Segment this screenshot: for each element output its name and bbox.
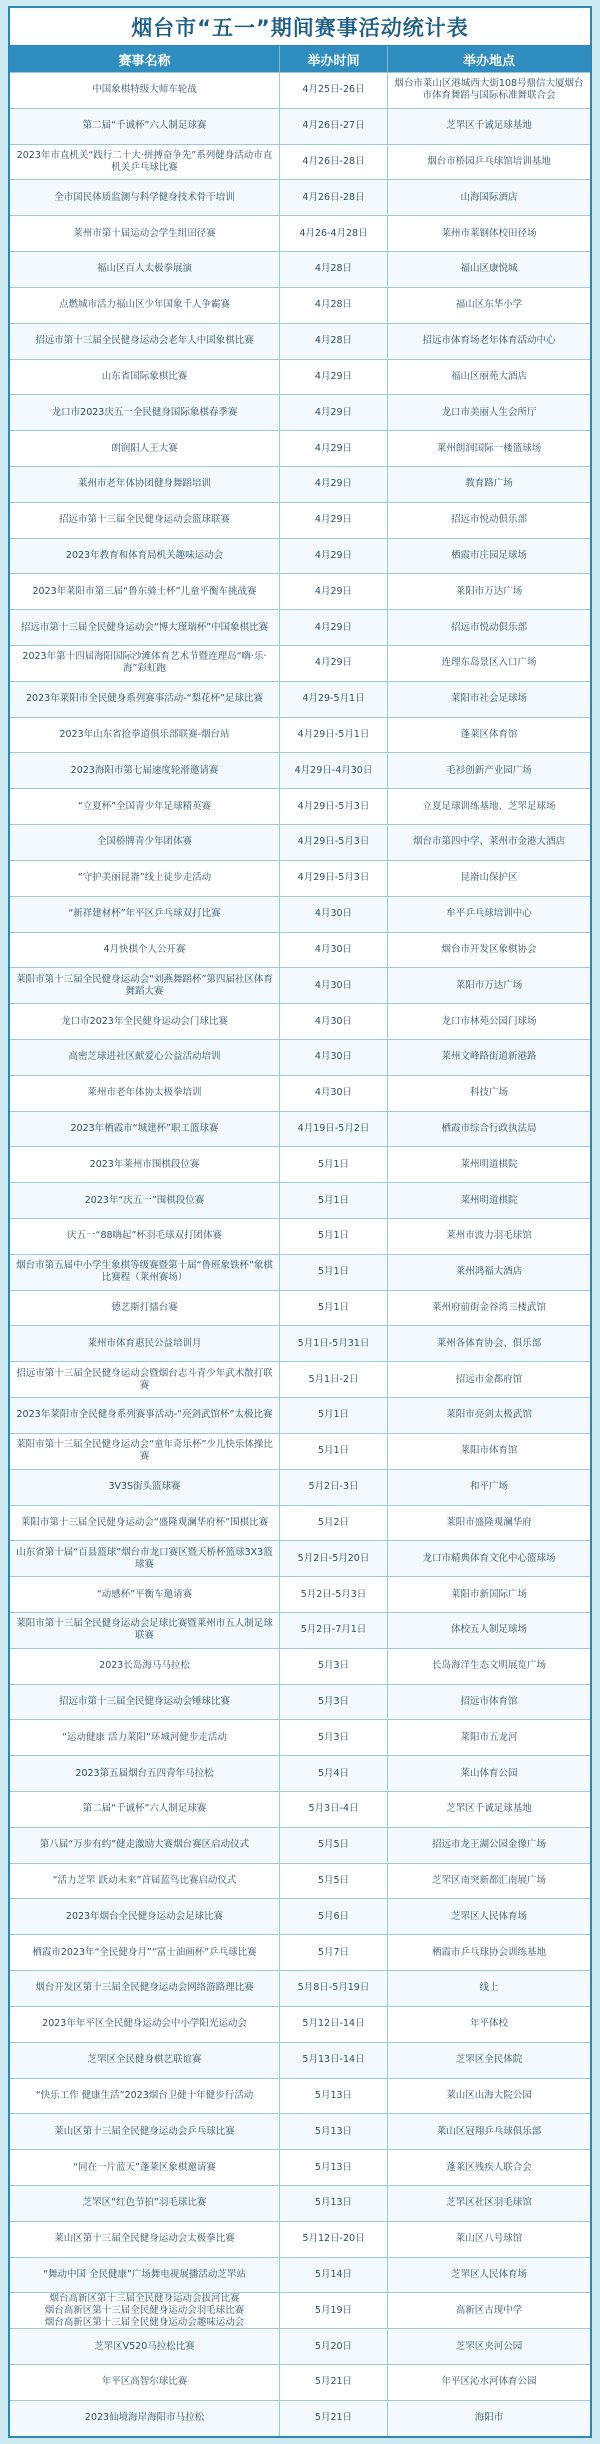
event-time-cell: 4月29日 (280, 539, 388, 574)
table-row (10, 179, 590, 215)
table-row (10, 144, 590, 180)
event-name-cell: 龙口市2023年全民健身运动会门球比赛 (10, 1004, 280, 1039)
table-row (10, 215, 590, 251)
event-name-cell: 第二届“千诚杯”六人制足球赛 (10, 109, 280, 144)
event-location-cell: 莱州明道棋院 (460, 1194, 518, 1206)
event-location-cell: 莱州文峰路街道新港路 (441, 1051, 537, 1063)
table-row (10, 860, 590, 896)
event-time-cell: 5月3日 (280, 1685, 388, 1720)
event-time-cell: 4月29日 (280, 360, 388, 395)
table-row (10, 2257, 590, 2293)
event-time-cell: 5月5日 (280, 1864, 388, 1899)
event-time-cell: 4月28日 (280, 288, 388, 323)
event-location-cell: 莱州各体育协会、俱乐部 (436, 1337, 542, 1349)
event-location-cell: 莱州市莱钢体校田径场 (441, 227, 537, 239)
event-time-cell: 5月21日 (280, 2365, 388, 2400)
event-name-cell: 2023海阳市第七届速度轮滑邀请赛 (10, 753, 280, 788)
event-location-cell: 年平体校 (469, 2018, 508, 2030)
event-name-cell: 招远市第十三届全民健身运动会“博大瑾瑞杯”中国象棋比赛 (10, 610, 280, 645)
event-name-cell: “动感杯”平衡车邀请赛 (10, 1577, 280, 1612)
event-location-cell: 芝罘区人民体育场 (450, 1910, 527, 1922)
event-location-cell: 莱阳市体育馆 (460, 1445, 518, 1457)
table-row (10, 538, 590, 574)
event-name-cell: 庆五一“88嗨起”杯羽毛球双打团体赛 (10, 1219, 280, 1254)
event-location-cell: 芝罘区夹河公园 (455, 2340, 523, 2352)
event-time-cell: 5月13日-14日 (280, 2043, 388, 2078)
event-name-cell: 福山区百人太极拳展演 (10, 252, 280, 287)
table-title: 烟台市“五一”期间赛事活动统计表 (10, 8, 590, 46)
event-time-cell: 5月2日-5月20日 (280, 1541, 388, 1576)
event-location-cell: 昆嵛山保护区 (460, 872, 518, 884)
event-name-cell: 莱阳市第十三届全民健身运动会“刘燕舞蹈杯”第四届社区体育舞蹈大赛 (10, 968, 280, 1003)
event-location-cell: 和平广场 (469, 1481, 508, 1493)
event-time-cell: 5月1日 (280, 1147, 388, 1182)
table-header-row (10, 46, 590, 72)
header-event-location: 举办地点 (462, 53, 515, 69)
table-row (10, 1039, 590, 1075)
event-location-cell: 莱阳市新国际广场 (450, 1588, 527, 1600)
event-location-cell: 招远市金都府馆 (455, 1373, 523, 1385)
event-time-cell: 4月29日 (280, 467, 388, 502)
event-time-cell: 5月8日-5月19日 (280, 1971, 388, 2006)
event-name-cell: 2023年莱州市围棋段位赛 (10, 1147, 280, 1182)
event-time-cell: 4月29日-5月1日 (280, 718, 388, 753)
table-row (10, 1934, 590, 1970)
event-time-cell: 4月29日 (280, 574, 388, 609)
event-time-cell: 4月29日 (280, 610, 388, 645)
event-location-cell: 莱山区八号球馆 (455, 2233, 523, 2245)
table-row (10, 1433, 590, 1469)
table-row (10, 1075, 590, 1111)
event-time-cell: 5月12日-20日 (280, 2222, 388, 2257)
event-time-cell: 4月29日-4月30日 (280, 753, 388, 788)
table-row (10, 502, 590, 538)
event-name-cell: 烟台高新区第十三届全民健身运动会拔河比赛 烟台高新区第十三届全民健身运动会羽毛球比赛 烟台高新区第十三届全民健身运动会趣味运动会 (10, 2293, 280, 2328)
event-name-cell: 点燃城市活力福山区少年国象千人争霸赛 (10, 288, 280, 323)
event-name-cell: 2023年教育和体育局机关趣味运动会 (10, 539, 280, 574)
event-time-cell: 4月29日-5月3日 (280, 825, 388, 860)
event-location-cell: 莱州市波力羽毛球馆 (446, 1230, 532, 1242)
event-time-cell: 4月26-4月28日 (280, 216, 388, 251)
event-name-cell: 莱州市老年体协团健身舞蹈培训 (10, 467, 280, 502)
event-time-cell: 5月3日 (280, 1649, 388, 1684)
event-name-cell: 莱州市老年体协太极拳培训 (10, 1076, 280, 1111)
event-location-cell: 招远市体育场老年体育活动中心 (422, 335, 556, 347)
event-name-cell: 2023年莱阳市第三届“鲁东骑士杯”儿童平衡车挑战赛 (10, 574, 280, 609)
event-time-cell: 5月2日-7月1日 (280, 1613, 388, 1648)
event-location-cell: 栖霞市乒乓球协会训练基地 (431, 1946, 546, 1958)
table-row (10, 1719, 590, 1755)
table-row (10, 1827, 590, 1863)
event-location-cell: 莱山体育公园 (460, 1767, 518, 1779)
event-time-cell: 4月30日 (280, 968, 388, 1003)
table-row (10, 1469, 590, 1505)
event-time-cell: 5月1日-5月31日 (280, 1326, 388, 1361)
table-row (10, 1970, 590, 2006)
table-row (10, 2221, 590, 2257)
table-row (10, 1111, 590, 1147)
event-location-cell: 烟台市桥园乒乓球馆培训基地 (427, 156, 551, 168)
table-row (10, 824, 590, 860)
event-location-cell: 毛衫创新产业园广场 (446, 764, 532, 776)
event-time-cell: 5月1日 (280, 1219, 388, 1254)
event-name-cell: 2023年莱阳市全民健身系列赛事活动-“亮剑武馆杯”太极比赛 (10, 1398, 280, 1433)
event-time-cell: 5月1日 (280, 1255, 388, 1290)
event-time-cell: 5月13日 (280, 2150, 388, 2185)
event-name-cell: 2023年“庆五一”围棋段位赛 (10, 1183, 280, 1218)
event-location-cell: 芝罘区千诚足球基地 (446, 120, 532, 132)
event-location-cell: 长岛海洋生态文明展览广场 (431, 1660, 546, 1672)
table-row (10, 932, 590, 968)
table-row (10, 323, 590, 359)
event-name-cell: 烟台市第五届中小学生象棋等级赛暨第十届“鲁班象铁杯”象棋比赛程（莱州赛场） (10, 1255, 280, 1290)
event-time-cell: 4月30日 (280, 933, 388, 968)
table-row (10, 1791, 590, 1827)
event-time-cell: 5月12日-14日 (280, 2007, 388, 2042)
event-name-cell: 招远市第十三届全民健身运动会老年人中国象棋比赛 (10, 324, 280, 359)
event-location-cell: 莱阳市社会足球场 (450, 693, 527, 705)
table-row (10, 752, 590, 788)
event-time-cell: 4月29日 (280, 395, 388, 430)
event-name-cell: 3V3S街头篮球赛 (10, 1470, 280, 1505)
event-location-cell: 线上 (479, 1982, 499, 1994)
table-row (10, 1290, 590, 1326)
event-name-cell: 莱阳市第十三届全民健身运动会“盛隆观澜华府杯”围棋比赛 (10, 1506, 280, 1541)
event-location-cell: 龙口市精典体育文化中心篮球场 (422, 1552, 556, 1564)
event-time-cell: 5月20日 (280, 2329, 388, 2364)
event-name-cell: 全国桥牌青少年团体赛 (10, 825, 280, 860)
table-row (10, 1755, 590, 1791)
table-row (10, 1863, 590, 1899)
table-row (10, 287, 590, 323)
event-name-cell: “立夏杯”全国青少年足球精英赛 (10, 789, 280, 824)
event-location-cell: 牟平乒乓球培训中心 (446, 908, 532, 920)
event-name-cell: 2023年烟台全民健身运动会足球比赛 (10, 1899, 280, 1934)
event-location-cell: 连理东岛景区入口广场 (441, 657, 537, 669)
event-location-cell: 莱阳市五龙河 (460, 1731, 518, 1743)
event-time-cell: 4月19日-5月2日 (280, 1112, 388, 1147)
event-time-cell: 5月13日 (280, 2079, 388, 2114)
event-time-cell: 5月1日 (280, 1434, 388, 1469)
event-name-cell: 2023年莱阳市全民健身系列赛事活动-“梨花杯”足球比赛 (10, 682, 280, 717)
event-name-cell: 龙口市2023庆五一全民健身国际象棋春季赛 (10, 395, 280, 430)
event-location-cell: 芝罘区千诚足球基地 (446, 1803, 532, 1815)
event-time-cell: 4月29日 (280, 503, 388, 538)
event-name-cell: “运动健康 活力莱阳”环城河健步走活动 (10, 1720, 280, 1755)
table-row (10, 609, 590, 645)
event-location-cell: 莱山区山海大院公园 (446, 2089, 532, 2101)
event-time-cell: 5月3日-4日 (280, 1792, 388, 1827)
table-row (10, 1684, 590, 1720)
table-row (10, 1540, 590, 1576)
table-row (10, 896, 590, 932)
event-time-cell: 5月1日-2日 (280, 1362, 388, 1397)
event-time-cell: 4月25日-26日 (280, 73, 388, 108)
table-row (10, 466, 590, 502)
table-row (10, 2400, 590, 2436)
event-name-cell: 第二届“千诚杯”六人制足球赛 (10, 1792, 280, 1827)
event-name-cell: 第八届“万步有约”健走激励大赛烟台赛区启动仪式 (10, 1828, 280, 1863)
event-location-cell: 年平区沁水河体育公园 (441, 2376, 537, 2388)
event-time-cell: 5月3日 (280, 1720, 388, 1755)
event-time-cell: 5月2日-3日 (280, 1470, 388, 1505)
table-row (10, 1576, 590, 1612)
event-name-cell: “新祥建材杯”年平区乒乓球双打比赛 (10, 897, 280, 932)
event-location-cell: 教育路广场 (465, 478, 513, 490)
table-row (10, 2364, 590, 2400)
event-time-cell: 4月30日 (280, 1076, 388, 1111)
event-time-cell: 5月6日 (280, 1899, 388, 1934)
event-name-cell: 芝罘区全民健身棋艺联谊赛 (10, 2043, 280, 2078)
event-location-cell: 莱阳市亮剑太极武馆 (446, 1409, 532, 1421)
statistics-table (8, 6, 592, 2438)
event-location-cell: 蓬莱区残疾人联合会 (446, 2161, 532, 2173)
table-row (10, 681, 590, 717)
event-time-cell: 5月13日 (280, 2186, 388, 2221)
event-name-cell: 莱州市第十届运动会学生组田径赛 (10, 216, 280, 251)
event-location-cell: 烟台市第四中学、莱州市金港大酒店 (412, 836, 565, 848)
event-location-cell: 莱阳市万达广场 (455, 585, 523, 597)
event-name-cell: 2023长岛海马马拉松 (10, 1649, 280, 1684)
table-row (10, 1612, 590, 1648)
table-row (10, 430, 590, 466)
event-name-cell: 2023年栖霞市“城建杯”职工篮球赛 (10, 1112, 280, 1147)
event-name-cell: “同在一片蓝天”蓬莱区象棋邀请赛 (10, 2150, 280, 2185)
event-name-cell: 4月快棋个人公开赛 (10, 933, 280, 968)
header-event-time: 举办时间 (280, 46, 388, 72)
event-location-cell: 科技广场 (469, 1087, 508, 1099)
table-row (10, 359, 590, 395)
event-name-cell: 2023仙境海岸海阳市马拉松 (10, 2401, 280, 2436)
event-time-cell: 5月1日 (280, 1291, 388, 1326)
event-location-cell: 芝罘区人民体育场 (450, 2268, 527, 2280)
table-row (10, 72, 590, 108)
table-row (10, 645, 590, 681)
event-location-cell: 烟台市莱山区港城西大街108号鼎信大厦烟台市体育舞蹈与国际标准舞联合会 (394, 78, 584, 102)
event-name-cell: 高密芝球进社区献爱心公益活动培训 (10, 1040, 280, 1075)
event-time-cell: 4月30日 (280, 1004, 388, 1039)
table-body (10, 72, 590, 2436)
event-time-cell: 4月29日-5月3日 (280, 789, 388, 824)
table-row (10, 1003, 590, 1039)
event-name-cell: 芝罘区“红色节拍”羽毛球比赛 (10, 2186, 280, 2221)
event-location-cell: 福山区康悦城 (460, 263, 518, 275)
event-location-cell: 海阳市 (474, 2412, 504, 2424)
event-name-cell: 山东省国际象棋比赛 (10, 360, 280, 395)
table-row (10, 2185, 590, 2221)
event-name-cell: “守护美丽昆嵛”线上徒步走活动 (10, 861, 280, 896)
table-row (10, 2078, 590, 2114)
event-name-cell: 莱州市体育惠民公益培训月 (10, 1326, 280, 1361)
event-name-cell: 招远市第十三届全民健身运动会暨烟台志斗青少年武术散打联赛 (10, 1362, 280, 1397)
event-location-cell: 招远市悦动俱乐部 (450, 621, 527, 633)
event-location-cell: 高新区古现中学 (455, 2304, 523, 2316)
event-name-cell: 莱阳市第十三届全民健身运动会足球比赛暨莱州市五人制足球联赛 (10, 1613, 280, 1648)
event-name-cell: 莱山区第十三届全民健身运动会乒乓球比赛 (10, 2114, 280, 2149)
table-row (10, 1325, 590, 1361)
event-name-cell: 莱山区第十三届全民健身运动会太极拳比赛 (10, 2222, 280, 2257)
table-row (10, 1218, 590, 1254)
event-time-cell: 4月28日 (280, 252, 388, 287)
event-name-cell: 芝罘区V520马拉松比赛 (10, 2329, 280, 2364)
event-name-cell: 中国象棋特级大师车轮战 (10, 73, 280, 108)
event-location-cell: 招远市体育馆 (460, 1695, 518, 1707)
event-time-cell: 4月26日-28日 (280, 145, 388, 180)
event-time-cell: 5月7日 (280, 1935, 388, 1970)
event-location-cell: 芝罘区南突新都汇南展广场 (431, 1875, 546, 1887)
table-row (10, 1505, 590, 1541)
table-row (10, 394, 590, 430)
event-name-cell: 2023年第十四届海阳国际沙滩体育艺术节暨连理岛“嗨·乐·海”彩虹跑 (10, 646, 280, 681)
event-location-cell: 蓬莱区体育馆 (460, 729, 518, 741)
table-row (10, 2292, 590, 2328)
table-row (10, 2006, 590, 2042)
table-row (10, 788, 590, 824)
event-name-cell: 2023年市直机关“践行二十大·拼搏奋争先”系列健身活动市直机关乒乓球比赛 (10, 145, 280, 180)
event-time-cell: 5月5日 (280, 1828, 388, 1863)
table-row (10, 1182, 590, 1218)
event-time-cell: 4月29-5月1日 (280, 682, 388, 717)
event-time-cell: 5月1日 (280, 1398, 388, 1433)
event-location-cell: 招远市龙王湖公园金像广场 (431, 1839, 546, 1851)
table-row (10, 1361, 590, 1397)
table-row (10, 1146, 590, 1182)
event-name-cell: 2023年山东省抢拳道俱乐部联赛-烟台站 (10, 718, 280, 753)
table-row (10, 2328, 590, 2364)
event-location-cell: 莱山区冠翔乒乓球俱乐部 (436, 2125, 542, 2137)
event-name-cell: 年平区高智尔球比赛 (10, 2365, 280, 2400)
event-name-cell: 山东省第十届“百县篮球”烟台市龙口赛区暨天桥杯篮球3X3篮球赛 (10, 1541, 280, 1576)
event-time-cell: 5月1日 (280, 1183, 388, 1218)
event-time-cell: 5月19日 (280, 2293, 388, 2328)
event-time-cell: 5月2日 (280, 1506, 388, 1541)
event-name-cell: 烟台开发区第十三届全民健身运动会网络游路理比赛 (10, 1971, 280, 2006)
event-name-cell: 招远市第十三届全民健身运动会锤球比赛 (10, 1685, 280, 1720)
event-name-cell: 2023年年平区全民健身运动会中小学阳光运动会 (10, 2007, 280, 2042)
event-location-cell: 莱州朗润国际一楼篮球场 (436, 442, 542, 454)
event-location-cell: 烟台市开发区象棋协会 (441, 943, 537, 955)
event-location-cell: 栖霞市综合行政执法局 (441, 1122, 537, 1134)
event-time-cell: 5月13日 (280, 2114, 388, 2149)
event-location-cell: 招远市悦动俱乐部 (450, 514, 527, 526)
table-row (10, 717, 590, 753)
event-time-cell: 5月21日 (280, 2401, 388, 2436)
event-location-cell: 福山区东华小学 (455, 299, 523, 311)
event-time-cell: 5月4日 (280, 1756, 388, 1791)
event-location-cell: 芝罘区社区羽毛球馆 (446, 2197, 532, 2209)
event-location-cell: 莱州鸿福大酒店 (455, 1266, 523, 1278)
header-event-name: 赛事名称 (10, 46, 280, 72)
event-time-cell: 5月14日 (280, 2258, 388, 2293)
event-location-cell: 山海国际酒店 (460, 191, 518, 203)
event-location-cell: 芝罘区全民体院 (455, 2054, 523, 2066)
table-row (10, 2113, 590, 2149)
event-name-cell: 招远市第十三届全民健身运动会篮球联赛 (10, 503, 280, 538)
event-time-cell: 4月29日-5月3日 (280, 861, 388, 896)
event-name-cell: 2023第五届烟台五四青年马拉松 (10, 1756, 280, 1791)
event-time-cell: 4月28日 (280, 324, 388, 359)
event-name-cell: 莱阳市第十三届全民健身运动会“童年奇乐杯”少儿快乐体操比赛 (10, 1434, 280, 1469)
event-location-cell: 莱阳市万达广场 (455, 979, 523, 991)
event-name-cell: “快乐工作 健康生活”2023烟台卫健十年健步行活动 (10, 2079, 280, 2114)
table-row (10, 2042, 590, 2078)
table-row (10, 251, 590, 287)
event-time-cell: 4月26日-28日 (280, 180, 388, 215)
event-time-cell: 4月30日 (280, 1040, 388, 1075)
table-row (10, 108, 590, 144)
table-row (10, 573, 590, 609)
event-location-cell: 莱阳市盛隆观澜华府 (446, 1516, 532, 1528)
table-row (10, 1397, 590, 1433)
table-row (10, 1254, 590, 1290)
event-name-cell: “舞动中国 全民健康”广场舞电视展播活动芝罘站 (10, 2258, 280, 2293)
event-time-cell: 4月30日 (280, 897, 388, 932)
event-time-cell: 4月29日 (280, 431, 388, 466)
event-time-cell: 5月2日-5月3日 (280, 1577, 388, 1612)
table-row (10, 1648, 590, 1684)
event-location-cell: 龙口市林苑公园门球场 (441, 1015, 537, 1027)
event-name-cell: 全市国民体质监测与科学健身技术骨干培训 (10, 180, 280, 215)
event-location-cell: 福山区丽苑大酒店 (450, 370, 527, 382)
event-location-cell: 立夏足球训练基地、芝罘足球场 (422, 800, 556, 812)
event-location-cell: 体校五人制足球场 (450, 1624, 527, 1636)
event-time-cell: 4月26日-27日 (280, 109, 388, 144)
event-location-cell: 莱州明道棋院 (460, 1158, 518, 1170)
event-location-cell: 龙口市美丽人生会所厅 (441, 406, 537, 418)
event-location-cell: 莱州府前街金谷湾三楼武馆 (431, 1302, 546, 1314)
table-row (10, 2149, 590, 2185)
event-name-cell: 朗润阳人王大赛 (10, 431, 280, 466)
event-name-cell: 德艺斯打擂台赛 (10, 1291, 280, 1326)
event-location-cell: 栖霞市庄园足球场 (450, 549, 527, 561)
event-name-cell: 栖霞市2023年“全民健身月”“富士油画杯”乒乓球比赛 (10, 1935, 280, 1970)
table-row (10, 967, 590, 1003)
table-row (10, 1898, 590, 1934)
event-time-cell: 4月29日 (280, 646, 388, 681)
event-name-cell: “活力芝罘 跃动未来”首届蓝鸟比赛启动仪式 (10, 1864, 280, 1899)
